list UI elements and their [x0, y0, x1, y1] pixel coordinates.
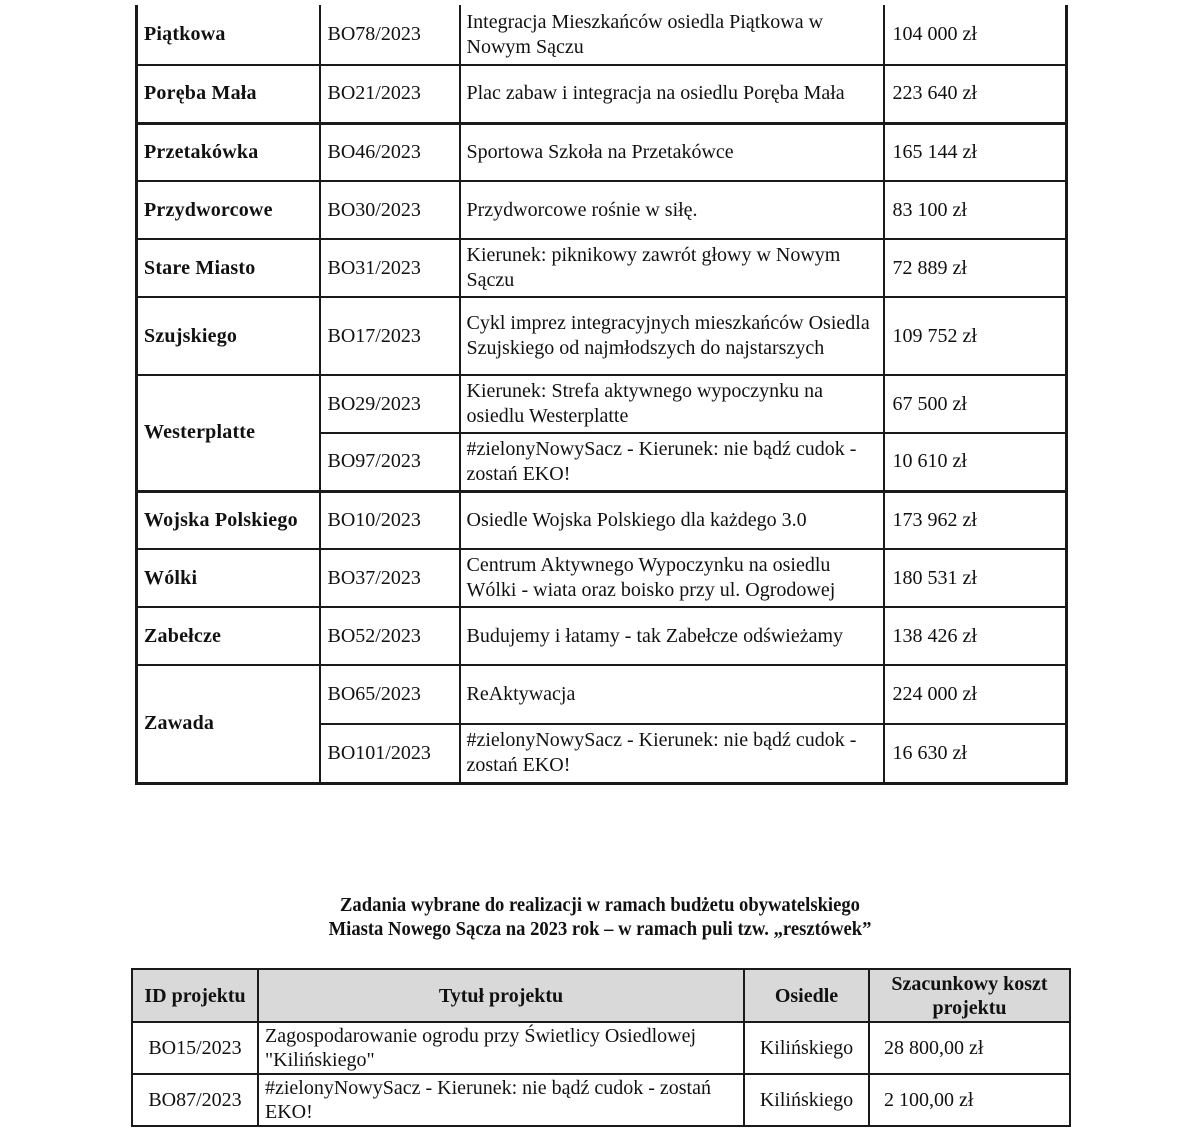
osiedle-cell: Szujskiego	[137, 297, 320, 375]
header-estimated-cost: Szacunkowy koszt projektu	[869, 969, 1070, 1022]
project-cost-cell: 138 426 zł	[884, 607, 1067, 665]
project-id-cell: BO31/2023	[320, 239, 460, 297]
osiedle-cell: Stare Miasto	[137, 239, 320, 297]
table-row	[137, 549, 1067, 607]
osiedle-cell: Przydworcowe	[137, 181, 320, 239]
project-title-cell: Zagospodarowanie ogrodu przy Świetlicy Osiedlowej "Kilińskiego"	[258, 1022, 744, 1074]
osiedle-cell: Kilińskiego	[744, 1074, 869, 1126]
section-title	[0, 893, 1200, 941]
header-osiedle: Osiedle	[744, 969, 869, 1022]
table-row	[137, 181, 1067, 239]
project-cost-cell: 72 889 zł	[884, 239, 1067, 297]
table-row	[137, 5, 1067, 65]
project-id-cell: BO87/2023	[132, 1074, 258, 1126]
section-title-line-1: Zadania wybrane do realizacji w ramach budżetu obywatelskiego	[340, 894, 860, 916]
osiedle-cell: Piątkowa	[137, 5, 320, 65]
resztowki-projects-table	[131, 968, 1071, 1127]
table-header-row	[132, 969, 1070, 1022]
header-project-title: Tytuł projektu	[258, 969, 744, 1022]
osiedle-cell: Poręba Mała	[137, 65, 320, 123]
table-row	[137, 123, 1067, 181]
osiedle-cell: Przetakówka	[137, 123, 320, 181]
table-row	[137, 297, 1067, 375]
table-row	[137, 491, 1067, 549]
project-cost-cell: 180 531 zł	[884, 549, 1067, 607]
project-title-cell: Budujemy i łatamy - tak Zabełcze odświeżamy	[460, 607, 884, 665]
header-project-id: ID projektu	[132, 969, 258, 1022]
project-title-cell: Cykl imprez integracyjnych mieszkańców Osiedla Szujskiego od najmłodszych do najstarszych	[460, 297, 884, 375]
osiedle-cell: Westerplatte	[137, 375, 320, 491]
project-title-cell: Integracja Mieszkańców osiedla Piątkowa w Nowym Sączu	[460, 5, 884, 65]
section-title-line-2: Miasta Nowego Sącza na 2023 rok – w ramach puli tzw. „resztówek”	[328, 918, 872, 940]
table-row	[137, 607, 1067, 665]
project-title-cell: Kierunek: Strefa aktywnego wypoczynku na osiedlu Westerplatte	[460, 375, 884, 433]
project-cost-cell: 16 630 zł	[884, 724, 1067, 783]
project-title-cell: Sportowa Szkoła na Przetakówce	[460, 123, 884, 181]
osiedle-cell: Kilińskiego	[744, 1022, 869, 1074]
project-id-cell: BO37/2023	[320, 549, 460, 607]
project-title-cell: Centrum Aktywnego Wypoczynku na osiedlu Wólki - wiata oraz boisko przy ul. Ogrodowej	[460, 549, 884, 607]
table-row	[132, 1022, 1070, 1074]
project-id-cell: BO65/2023	[320, 665, 460, 724]
project-id-cell: BO21/2023	[320, 65, 460, 123]
project-id-cell: BO52/2023	[320, 607, 460, 665]
project-id-cell: BO97/2023	[320, 433, 460, 491]
project-id-cell: BO78/2023	[320, 5, 460, 65]
project-title-cell: Osiedle Wojska Polskiego dla każdego 3.0	[460, 491, 884, 549]
project-cost-cell: 173 962 zł	[884, 491, 1067, 549]
project-title-cell: #zielonyNowySacz - Kierunek: nie bądź cudok - zostań EKO!	[258, 1074, 744, 1126]
project-title-cell: #zielonyNowySacz - Kierunek: nie bądź cudok - zostań EKO!	[460, 724, 884, 783]
projects-table-by-osiedle	[135, 5, 1068, 785]
project-cost-cell: 223 640 zł	[884, 65, 1067, 123]
project-cost-cell: 67 500 zł	[884, 375, 1067, 433]
osiedle-cell: Wojska Polskiego	[137, 491, 320, 549]
project-id-cell: BO17/2023	[320, 297, 460, 375]
project-id-cell: BO10/2023	[320, 491, 460, 549]
osiedle-cell: Zabełcze	[137, 607, 320, 665]
project-id-cell: BO15/2023	[132, 1022, 258, 1074]
project-cost-cell: 109 752 zł	[884, 297, 1067, 375]
project-id-cell: BO30/2023	[320, 181, 460, 239]
project-title-cell: Kierunek: piknikowy zawrót głowy w Nowym Sączu	[460, 239, 884, 297]
project-title-cell: ReAktywacja	[460, 665, 884, 724]
table-row	[137, 375, 1067, 433]
project-id-cell: BO101/2023	[320, 724, 460, 783]
project-cost-cell: 224 000 zł	[884, 665, 1067, 724]
project-cost-cell: 10 610 zł	[884, 433, 1067, 491]
project-cost-cell: 165 144 zł	[884, 123, 1067, 181]
project-title-cell: Plac zabaw i integracja na osiedlu Poręba Mała	[460, 65, 884, 123]
project-title-cell: #zielonyNowySacz - Kierunek: nie bądź cudok - zostań EKO!	[460, 433, 884, 491]
project-id-cell: BO29/2023	[320, 375, 460, 433]
table-row	[137, 239, 1067, 297]
table-row	[137, 665, 1067, 724]
project-cost-cell: 2 100,00 zł	[869, 1074, 1070, 1126]
project-cost-cell: 28 800,00 zł	[869, 1022, 1070, 1074]
project-cost-cell: 83 100 zł	[884, 181, 1067, 239]
project-id-cell: BO46/2023	[320, 123, 460, 181]
project-cost-cell: 104 000 zł	[884, 5, 1067, 65]
project-title-cell: Przydworcowe rośnie w siłę.	[460, 181, 884, 239]
osiedle-cell: Zawada	[137, 665, 320, 783]
table-row	[132, 1074, 1070, 1126]
table-row	[137, 65, 1067, 123]
osiedle-cell: Wólki	[137, 549, 320, 607]
